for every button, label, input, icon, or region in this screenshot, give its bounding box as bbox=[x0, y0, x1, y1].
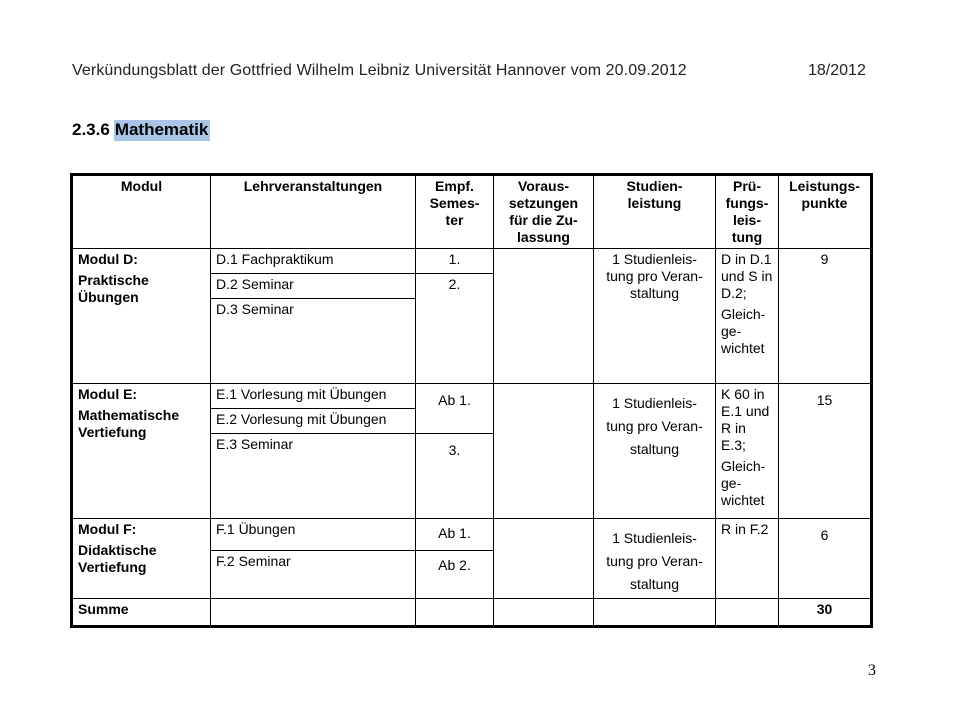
sum-row bbox=[72, 599, 872, 627]
course-e1: E.1 Vorlesung mit Übungen bbox=[211, 384, 416, 409]
module-f-name: Modul F: bbox=[78, 521, 137, 537]
module-f-cell bbox=[72, 519, 211, 599]
semester-e1: Ab 1. bbox=[416, 384, 494, 434]
table-row bbox=[72, 519, 872, 551]
sum-empty-2 bbox=[416, 599, 494, 627]
semester-e3: 3. bbox=[416, 434, 494, 519]
course-e2: E.2 Vorlesung mit Übungen bbox=[211, 409, 416, 434]
table-row bbox=[72, 249, 872, 274]
section-heading bbox=[72, 120, 210, 140]
course-f1: F.1 Übungen bbox=[211, 519, 416, 551]
semester-f2: Ab 2. bbox=[416, 551, 494, 599]
course-d3: D.3 Seminar bbox=[211, 299, 416, 324]
pruefung-e bbox=[716, 384, 779, 519]
header-row bbox=[72, 175, 872, 249]
course-e3: E.3 Seminar bbox=[211, 434, 416, 459]
sum-punkte: 30 bbox=[779, 599, 872, 627]
module-d-name: Modul D: bbox=[78, 251, 138, 267]
course-d1: D.1 Fachpraktikum bbox=[211, 249, 416, 274]
header-studienleistung: Studien- leistung bbox=[594, 175, 716, 249]
header-leistungspunkte: Leistungs- punkte bbox=[779, 175, 872, 249]
course-d-spacer bbox=[211, 323, 416, 384]
module-d-cell bbox=[72, 249, 211, 384]
header-lehrveranstaltungen: Lehrveranstaltungen bbox=[211, 175, 416, 249]
header-semester: Empf. Semes- ter bbox=[416, 175, 494, 249]
pruefung-f: R in F.2 bbox=[716, 519, 779, 599]
gewichtung-e: Gleich- ge- wichtet bbox=[721, 458, 766, 508]
course-e-spacer bbox=[211, 458, 416, 519]
pruefung-d bbox=[716, 249, 779, 384]
header-voraussetzungen: Voraus- setzungen für die Zu- lassung bbox=[494, 175, 594, 249]
studienleistung-e: 1 Studienleis- tung pro Veran- staltung bbox=[594, 384, 716, 519]
section-name-highlighted: Mathematik bbox=[114, 120, 209, 139]
table-row bbox=[72, 384, 872, 409]
punkte-d: 9 bbox=[779, 249, 872, 384]
bulletin-title: Verkündungsblatt der Gottfried Wilhelm Leibniz Universität Hannover vom 20.09.2012 bbox=[72, 62, 687, 79]
bulletin-issue: 18/2012 bbox=[808, 62, 866, 79]
sum-label: Summe bbox=[72, 599, 211, 627]
studienleistung-f: 1 Studienleis- tung pro Veran- staltung bbox=[594, 519, 716, 599]
semester-d1: 1. bbox=[416, 249, 494, 274]
punkte-e: 15 bbox=[779, 384, 872, 519]
sum-empty-4 bbox=[594, 599, 716, 627]
module-f-subtitle: Didaktische Vertiefung bbox=[78, 542, 157, 575]
section-number: 2.3.6 bbox=[72, 120, 110, 139]
course-f2: F.2 Seminar bbox=[211, 551, 416, 599]
module-table bbox=[70, 173, 873, 628]
course-d2: D.2 Seminar bbox=[211, 274, 416, 299]
page-number: 3 bbox=[868, 662, 876, 679]
header-pruefungsleistung: Prü- fungs- leis- tung bbox=[716, 175, 779, 249]
semester-f1: Ab 1. bbox=[416, 519, 494, 551]
sum-empty-5 bbox=[716, 599, 779, 627]
voraussetzungen-f bbox=[494, 519, 594, 599]
voraussetzungen-d bbox=[494, 249, 594, 384]
module-e-subtitle: Mathematische Vertiefung bbox=[78, 407, 180, 440]
pruefung-e-text: K 60 in E.1 und R in E.3; bbox=[721, 386, 770, 453]
semester-d2: 2. bbox=[416, 274, 494, 384]
sum-empty-3 bbox=[494, 599, 594, 627]
module-d-subtitle: Praktische Übungen bbox=[78, 272, 149, 305]
pruefung-d-text: D in D.1 und S in D.2; bbox=[721, 251, 773, 301]
studienleistung-d: 1 Studienleis- tung pro Veran- staltung bbox=[594, 249, 716, 384]
header-modul: Modul bbox=[72, 175, 211, 249]
voraussetzungen-e bbox=[494, 384, 594, 519]
sum-empty-1 bbox=[211, 599, 416, 627]
punkte-f: 6 bbox=[779, 519, 872, 599]
gewichtung-d: Gleich- ge- wichtet bbox=[721, 306, 766, 356]
module-e-cell bbox=[72, 384, 211, 519]
module-e-name: Modul E: bbox=[78, 386, 138, 402]
